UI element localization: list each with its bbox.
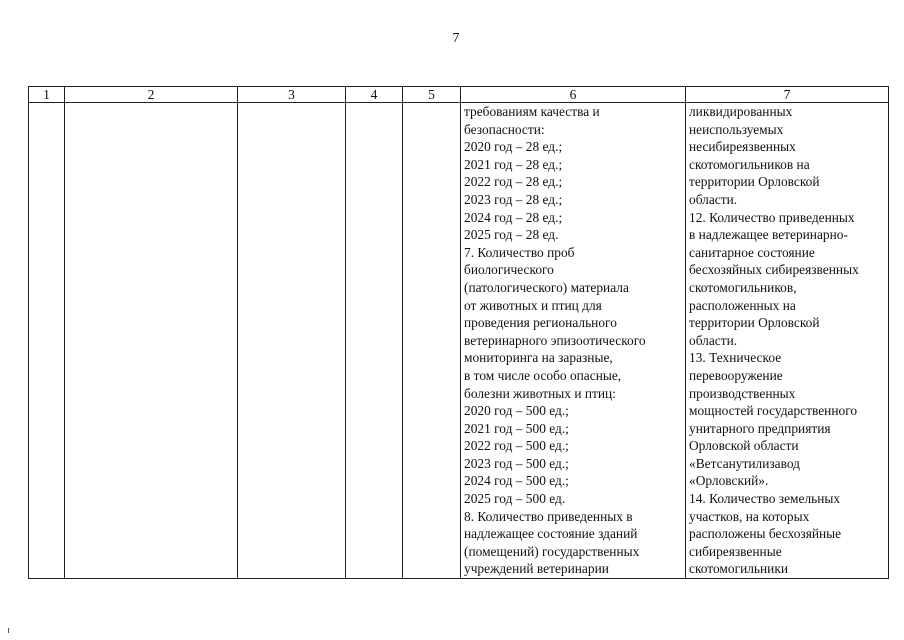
text-line: ветеринарного эпизоотического (464, 332, 646, 348)
text-line: 13. Техническое (689, 350, 782, 366)
text-line: несибиреязвенных (689, 139, 796, 155)
text-line: ликвидированных (689, 104, 793, 119)
text-line: 2023 год – 28 ед.; (464, 191, 563, 207)
text-line: 7. Количество проб (464, 244, 575, 260)
text-line: участков, на которых (689, 508, 810, 524)
cell-col-6 (461, 103, 686, 579)
text-line: (патологического) материала (464, 279, 629, 295)
column-header-3: 3 (238, 87, 346, 103)
text-line: 2021 год – 500 ед.; (464, 420, 569, 436)
text-line: 2022 год – 28 ед.; (464, 174, 563, 190)
page-number: 7 (452, 31, 460, 46)
text-line: 2024 год – 28 ед.; (464, 209, 563, 225)
table-row (29, 103, 889, 579)
cell-col-7 (686, 103, 889, 579)
column-header-2: 2 (65, 87, 238, 103)
text-line: 2021 год – 28 ед.; (464, 156, 563, 172)
text-line: 2020 год – 500 ед.; (464, 403, 569, 419)
text-line: 2025 год – 28 ед. (464, 227, 559, 243)
cell-col-4 (346, 103, 403, 579)
text-line: 2022 год – 500 ед.; (464, 438, 569, 454)
text-line: санитарное состояние (689, 244, 815, 260)
text-line: скотомогильников на (689, 156, 810, 172)
column-header-4: 4 (346, 87, 403, 103)
text-line: 2024 год – 500 ед.; (464, 473, 569, 489)
column-7-text (686, 103, 888, 578)
text-line: надлежащее состояние зданий (464, 526, 638, 542)
text-line: расположены бесхозяйные (689, 526, 842, 542)
text-line: 2025 год – 500 ед. (464, 491, 566, 507)
table-header-row (29, 87, 889, 103)
text-line: скотомогильники (689, 561, 789, 577)
text-line: сибиреязвенные (689, 543, 782, 559)
text-line: болезни животных и птиц: (464, 385, 616, 401)
text-line: мониторинга на заразные, (464, 350, 613, 366)
text-line: в том числе особо опасные, (464, 367, 622, 383)
text-line: бесхозяйных сибиреязвенных (689, 262, 859, 278)
text-line: биологического (464, 262, 554, 278)
cell-col-5 (403, 103, 461, 579)
scan-mark (8, 628, 9, 633)
text-line: Орловской области (689, 438, 799, 454)
cell-col-1 (29, 103, 65, 579)
text-line: в надлежащее ветеринарно- (689, 227, 848, 243)
text-line: проведения регионального (464, 315, 617, 331)
text-line: безопасности: (464, 121, 545, 137)
text-line: области. (689, 332, 738, 348)
text-line: учреждений ветеринарии (464, 561, 609, 577)
text-line: области. (689, 191, 738, 207)
column-header-1: 1 (29, 87, 65, 103)
column-6-text (461, 103, 685, 578)
column-header-6: 6 (461, 87, 686, 103)
text-line: неиспользуемых (689, 121, 784, 137)
text-line: (помещений) государственных (464, 543, 640, 559)
text-line: территории Орловской (689, 315, 820, 331)
text-line: мощностей государственного (689, 403, 858, 419)
text-line: 2023 год – 500 ед.; (464, 455, 569, 471)
cell-col-3 (238, 103, 346, 579)
text-line: унитарного предприятия (689, 420, 831, 436)
document-table (28, 86, 889, 579)
text-line: 12. Количество приведенных (689, 209, 855, 225)
text-line: от животных и птиц для (464, 297, 602, 313)
text-line: 14. Количество земельных (689, 491, 841, 507)
text-line: «Ветсанутилизавод (689, 455, 800, 471)
text-line: производственных (689, 385, 796, 401)
column-header-7: 7 (686, 87, 889, 103)
text-line: территории Орловской (689, 174, 820, 190)
text-line: «Орловский». (689, 473, 769, 489)
cell-col-2 (65, 103, 238, 579)
text-line: скотомогильников, (689, 279, 797, 295)
text-line: 8. Количество приведенных в (464, 508, 633, 524)
text-line: расположенных на (689, 297, 796, 313)
text-line: 2020 год – 28 ед.; (464, 139, 563, 155)
text-line: требованиям качества и (464, 104, 600, 119)
column-header-5: 5 (403, 87, 461, 103)
text-line: перевооружение (689, 367, 783, 383)
